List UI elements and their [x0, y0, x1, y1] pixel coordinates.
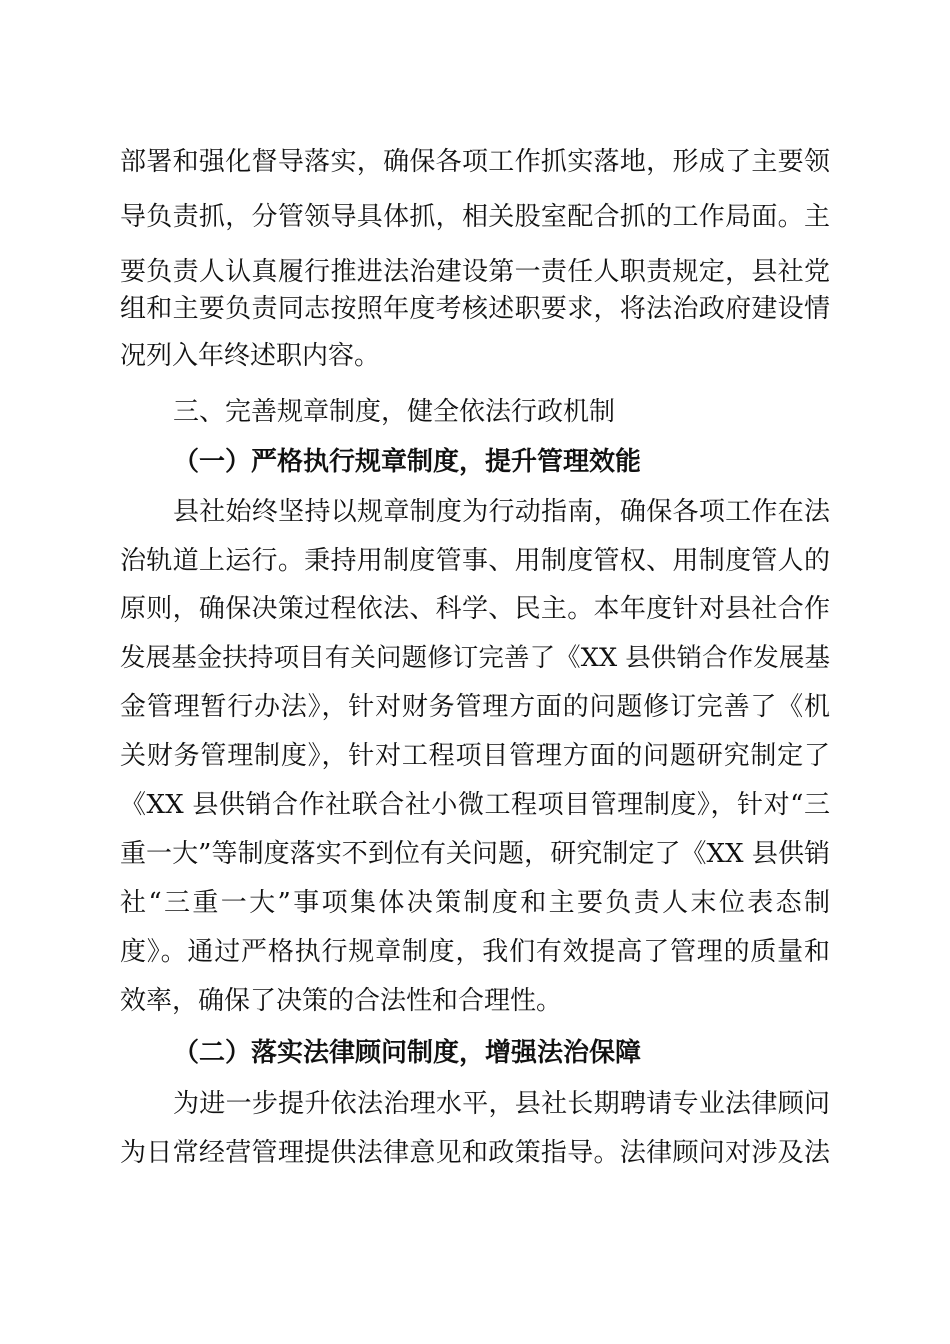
paragraph-line: 县社始终坚持以规章制度为行动指南，确保各项工作在法: [173, 497, 830, 527]
paragraph-line: 导负责抓，分管领导具体抓，相关股室配合抓的工作局面。主: [120, 202, 830, 232]
paragraph-line: 为日常经营管理提供法律意见和政策指导。法律顾问对涉及法: [120, 1138, 830, 1168]
subsection-heading: （一）严格执行规章制度，提升管理效能: [173, 447, 642, 477]
paragraph-line: 度》。通过严格执行规章制度，我们有效提高了管理的质量和: [120, 937, 830, 967]
subsection-heading: （二）落实法律顾问制度，增强法治保障: [173, 1038, 642, 1068]
paragraph-line: 部署和强化督导落实，确保各项工作抓实落地，形成了主要领: [120, 147, 830, 177]
paragraph-line: 组和主要负责同志按照年度考核述职要求，将法治政府建设情: [120, 294, 830, 324]
paragraph-line: 《XX 县供销合作社联合社小微工程项目管理制度》，针对“三: [120, 790, 830, 820]
paragraph-line: 原则，确保决策过程依法、科学、民主。本年度针对县社合作: [120, 594, 830, 624]
paragraph-line: 要负责人认真履行推进法治建设第一责任人职责规定，县社党: [120, 257, 830, 287]
paragraph-line: 重一大”等制度落实不到位有关问题，研究制定了《XX 县供销: [120, 839, 830, 869]
paragraph-line: 社“三重一大”事项集体决策制度和主要负责人末位表态制: [120, 888, 830, 918]
paragraph-line: 金管理暂行办法》，针对财务管理方面的问题修订完善了《机: [120, 692, 830, 722]
paragraph-line: 关财务管理制度》，针对工程项目管理方面的问题研究制定了: [120, 741, 830, 771]
section-heading: 三、完善规章制度，健全依法行政机制: [173, 397, 616, 427]
paragraph-line: 治轨道上运行。秉持用制度管事、用制度管权、用制度管人的: [120, 546, 830, 576]
paragraph-line: 为进一步提升依法治理水平，县社长期聘请专业法律顾问: [173, 1089, 830, 1119]
paragraph-line: 发展基金扶持项目有关问题修订完善了《XX 县供销合作发展基: [120, 643, 830, 673]
paragraph-line: 况列入年终述职内容。: [120, 341, 381, 371]
paragraph-line: 效率，确保了决策的合法性和合理性。: [120, 986, 563, 1016]
